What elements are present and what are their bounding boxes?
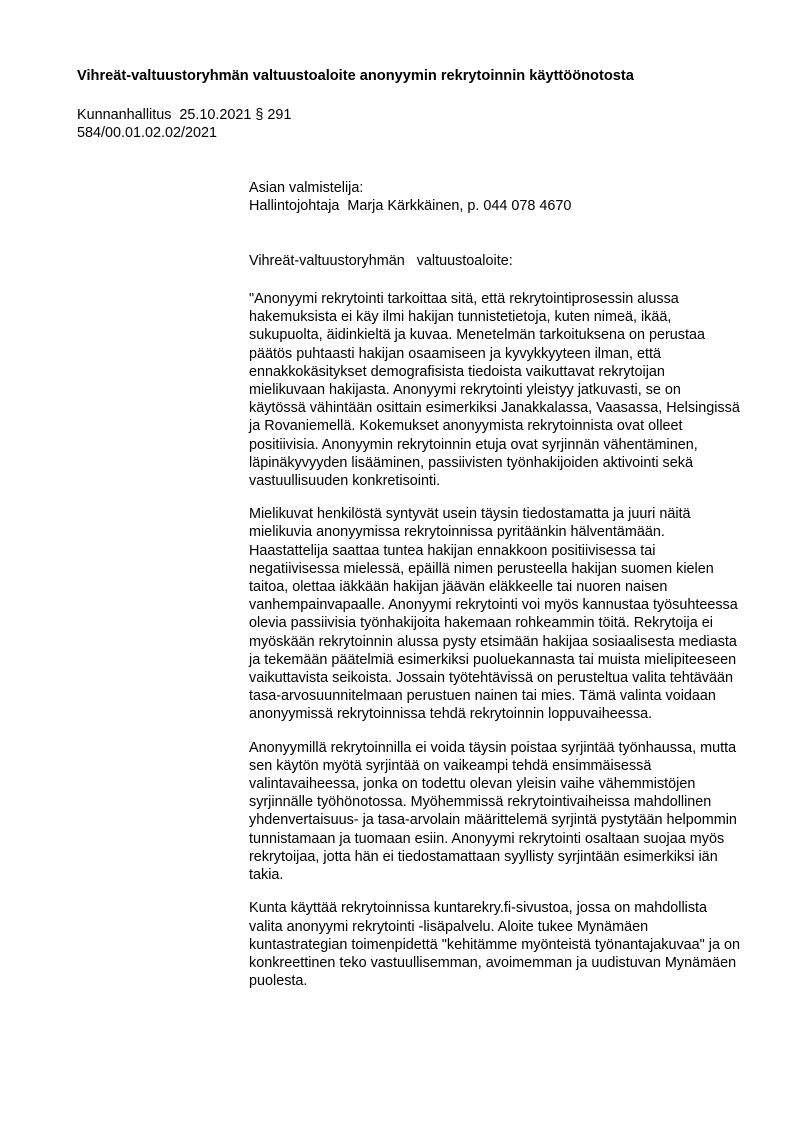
paragraph-2: Mielikuvat henkilöstä syntyvät usein täysin tiedostamatta ja juuri näitä mielikuvia anonyymissa rekrytoinnissa pyritäänkin hälventämään. Haastattelija saattaa tuntea hakijan ennakkoon positiivisessa tai negatiivisessa mielessä, epäillä nimen perusteella hakijan suomen kielen taitoa, olettaa iäkkään hakijan jäävän eläkkeelle tai nuoren naisen vanhempainvapaalle. Anonyymi rekrytointi voi myös kannustaa työsuhteessa olevia passiivisia työnhakijoita hakemaan rohkeammin töitä. Rekrytoija ei myöskään rekrytoinnin alussa pysty etsimään hakijaa sosiaalisesta mediasta ja tekemään päätelmiä esimerkiksi puoluekannasta tai muista mielipiteeseen vaikuttavista seikoista. Jossain työtehtävissä on perusteltua valita tehtävään tasa-arvosuunnitelmaan perustuen nainen tai mies. Tämä valinta voidaan anonyymissä rekrytoinnissa tehdä rekrytoinnin loppuvaiheessa.	[249, 506, 738, 723]
meeting-meta	[77, 107, 477, 143]
paragraph-1: "Anonyymi rekrytointi tarkoittaa sitä, että rekrytointiprosessin alussa hakemuksista ei käy ilmi hakijan tunnistetietoja, kuten nimeä, ikää, sukupuolta, äidinkieltä ja kuvaa. Menetelmän tarkoituksena on perustaa päätös puhtaasti hakijan osaamiseen ja kyvykkyyteen ilman, että ennakkokäsitykset demografisista tiedoista vaikuttavat rekrytoijan mielikuvaan hakijasta. Anonyymi rekrytointi yleistyy jatkuvasti, se on käytössä vähintään osittain esimerkiksi Janakkalassa, Vaasassa, Helsingissä ja Rovaniemellä. Kokemukset anonyymista rekrytoinnista ovat olleet positiivisia. Anonyymin rekrytoinnin etuja ovat syrjinnän vähentäminen, läpinäkyvyyden lisääminen, passiivisten työnhakijoiden aktivointi sekä vastuullisuuden konkretisointi.	[249, 291, 740, 490]
document-title: Vihreät-valtuustoryhmän valtuustoaloite anonyymin rekrytoinnin käyttöönotosta	[77, 68, 634, 84]
initiative-intro: Vihreät-valtuustoryhmän valtuustoaloite:	[249, 253, 513, 269]
preparer-name: Hallintojohtaja Marja Kärkkäinen, p. 044 078 4670	[249, 198, 572, 214]
preparer-label: Asian valmistelija:	[249, 180, 364, 196]
initiative-body	[249, 290, 741, 1005]
paragraph-4: Kunta käyttää rekrytoinnissa kuntarekry.fi-sivustoa, jossa on mahdollista valita anonyymi rekrytointi -lisäpalvelu. Aloite tukee Mynämäen kuntastrategian toimenpidettä "kehitämme myönteistä työnantajakuvaa" ja on konkreettinen teko vastuullisemman, avoimemman ja uudistuvan Mynämäen puolesta.	[249, 900, 740, 990]
record-number: 584/00.01.02.02/2021	[77, 125, 218, 141]
preparer-block	[249, 180, 749, 216]
meeting-line: Kunnanhallitus 25.10.2021 § 291	[77, 107, 292, 123]
paragraph-3: Anonyymillä rekrytoinnilla ei voida täysin poistaa syrjintää työnhaussa, mutta sen käytön myötä syrjintää on vaikeampi tehdä ensimmäisessä valintavaiheessa, jonka on todettu olevan yleisin vaihe vähemmistöjen syrjinnälle työhönotossa. Myöhemmissä rekrytointivaiheissa mahdollinen yhdenvertaisuus- ja tasa-arvolain määrittelemä syrjintä pystytään helpommin tunnistamaan ja tuomaan esiin. Anonyymi rekrytointi osaltaan suojaa myös rekrytoijaa, jotta hän ei tiedostamattaan syyllisty syrjintään esimerkiksi iän takia.	[249, 739, 737, 884]
